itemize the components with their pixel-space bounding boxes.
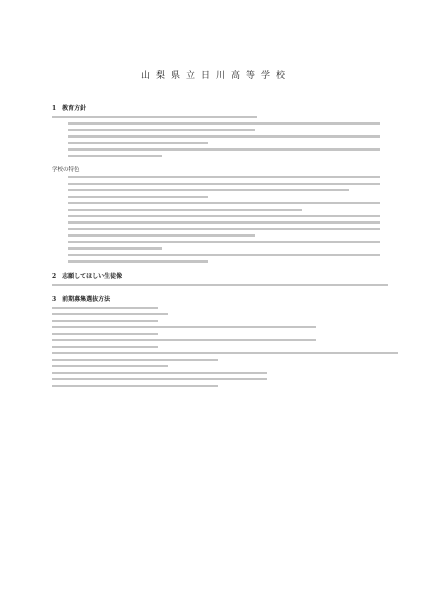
text-line — [68, 155, 162, 157]
section-heading: 3 前期募集選抜方法 — [52, 295, 111, 303]
text-line — [68, 148, 380, 150]
section-education-policy — [52, 103, 380, 157]
text-line — [68, 202, 380, 204]
text-line — [68, 196, 208, 198]
text-line — [52, 326, 316, 328]
section-heading: 1 教育方針 — [52, 105, 87, 112]
text-line — [52, 339, 316, 341]
list-item — [52, 122, 380, 131]
text-line — [52, 320, 158, 322]
text-line — [68, 176, 380, 178]
section-desired-students — [52, 271, 380, 286]
text-line — [68, 247, 162, 249]
text-line — [68, 241, 380, 243]
document-title: 山梨県立日川高等学校 — [140, 71, 291, 81]
text-line — [52, 352, 398, 354]
text-line — [68, 254, 380, 256]
text-line — [68, 234, 255, 236]
text-line — [52, 359, 218, 361]
list-item — [52, 202, 380, 211]
text-line — [52, 346, 158, 348]
text-line — [52, 284, 388, 286]
list-item — [52, 215, 380, 237]
list-item — [52, 241, 380, 250]
text-line — [68, 260, 208, 262]
text-line — [68, 122, 380, 124]
section-school-features — [52, 165, 380, 262]
text-line — [52, 313, 168, 315]
text-line — [52, 372, 267, 374]
text-line — [68, 183, 380, 185]
text-line — [52, 307, 158, 309]
list-item — [52, 135, 380, 144]
text-line — [68, 189, 349, 191]
text-line — [68, 221, 380, 223]
list-item — [52, 176, 380, 198]
list-item — [52, 254, 380, 263]
text-line — [52, 333, 158, 335]
section-selection-method — [52, 294, 380, 387]
text-line — [52, 365, 168, 367]
text-line — [68, 209, 302, 211]
section-heading: 2 志願してほしい生徒像 — [52, 272, 123, 280]
text-line — [68, 135, 380, 137]
list-item — [52, 148, 380, 157]
text-line — [68, 142, 208, 144]
text-line — [52, 385, 218, 387]
text-line — [68, 129, 255, 131]
text-line — [52, 378, 267, 380]
section-label: 学校の特色 — [52, 167, 80, 174]
text-line — [68, 228, 380, 230]
text-line — [68, 215, 380, 217]
text-line — [52, 116, 257, 118]
